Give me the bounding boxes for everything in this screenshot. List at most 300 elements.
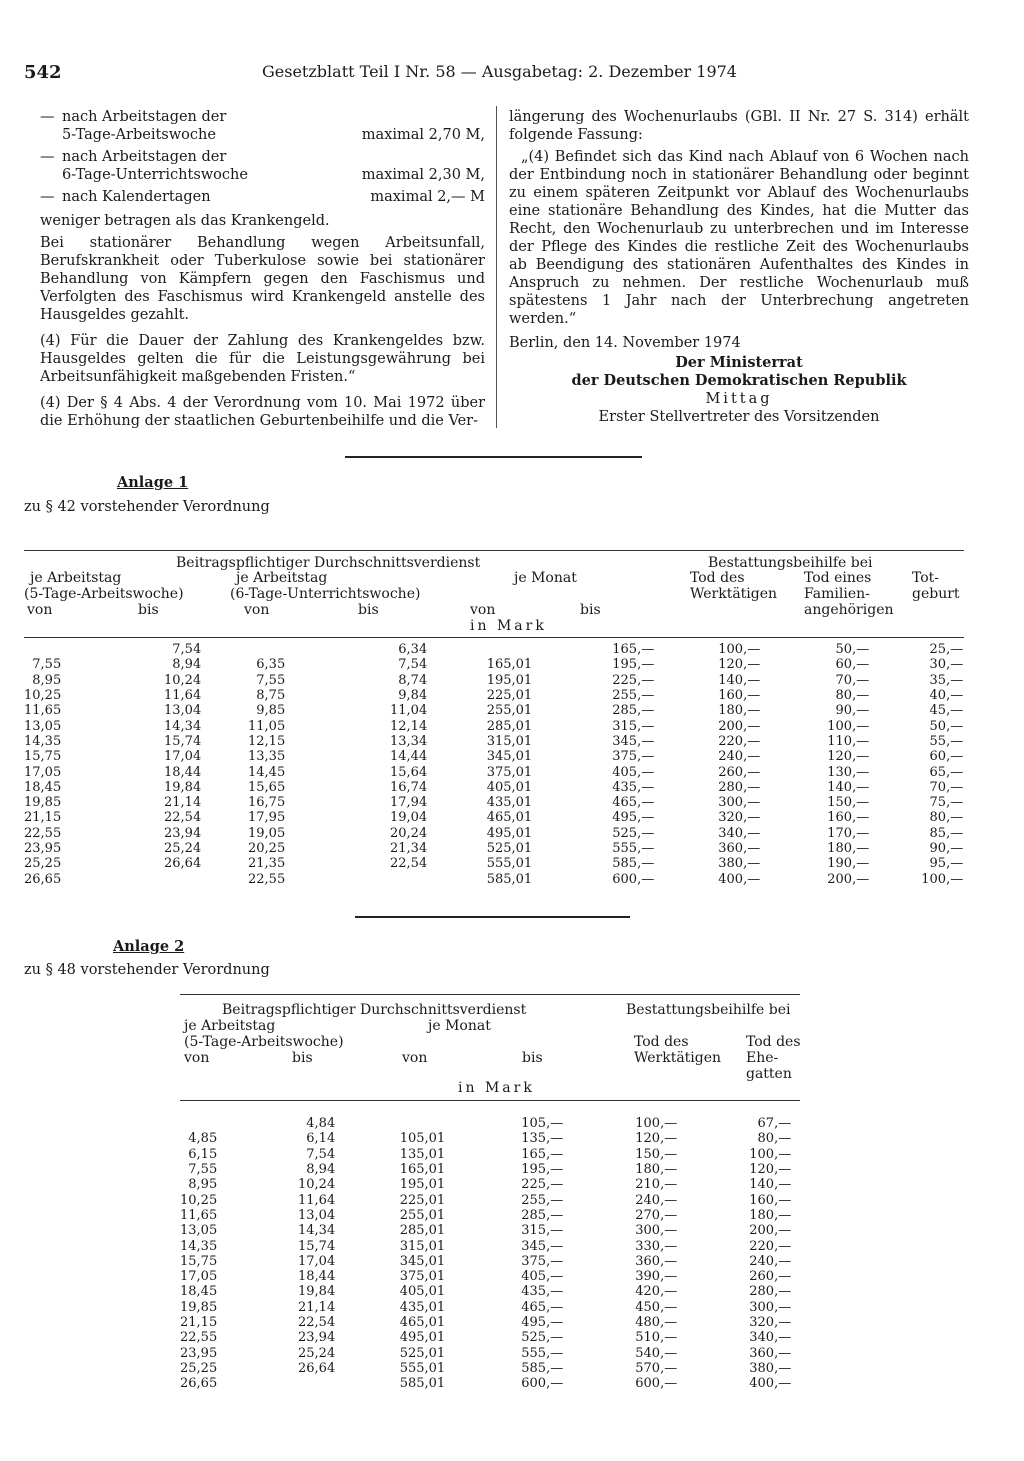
table-cell: 320,— [749,1315,792,1330]
list-item-line: nach Arbeitstagen der [62,149,227,165]
anlage2-subtitle: zu § 48 vorstehender Verordnung [24,962,270,978]
table-cell: 9,85 [256,703,286,719]
table-cell: 21,15 [180,1315,218,1330]
table-cell: 195,01 [486,672,533,688]
list-item-line: nach Kalendertagen [62,189,211,205]
t1-head-von: von [470,602,496,618]
t2-head-c1b: (5-Tage-Arbeitswoche) [184,1034,344,1050]
table-cell: 180,— [749,1207,792,1223]
t2-head-c3a: Tod des [634,1034,689,1050]
table-cell: 130,— [827,764,870,780]
t1-head-c4a: Tod des [690,570,745,586]
table-cell: 95,— [929,856,964,872]
table-cell: 225,— [612,672,655,688]
table-cell: 380,— [718,856,761,872]
table-cell: 525,— [521,1330,564,1346]
paragraph: „(4) Befindet sich das Kind nach Ablauf von 6 Wochen nach der Entbindung noch in stationärer Behandlung oder beginnt zu einem späteren Zeitpunkt vor Ablauf des Wochenurlaubs eine stationäre Behandlung des Kindes, hat die Mutter das Recht, den Wochenurlaub zu unterbrechen und im Interesse der Pflege des Kindes die restliche Zeit des Wochenurlaubs ab Beendigung des stationären Aufenthaltes des Kindes in Anspruch zu nehmen. Der restliche Wochenurlaub muß spätestens 1 Jahr nach der Unterbrechung angetreten werden.“ [509,149,969,327]
t1-head-von: von [27,602,53,618]
table-cell: 375,— [612,749,655,765]
table-row [180,1147,791,1162]
table-cell: 300,— [718,795,761,811]
table-cell: 20,24 [390,825,428,841]
page-header-title: Gesetzblatt Teil I Nr. 58 — Ausgabetag: 2. Dezember 1974 [262,62,737,81]
table-cell: 11,64 [164,688,202,704]
table-cell: 345,— [521,1238,564,1254]
table-cell: 60,— [835,657,870,673]
table-cell: 14,44 [390,749,428,765]
table-cell: 285,01 [486,718,533,734]
t2-head-bis: bis [522,1050,543,1066]
table-cell: 19,05 [248,825,286,841]
list-item-amount: maximal 2,— M [370,189,485,205]
table-row [24,795,963,810]
table-cell: 280,— [749,1284,792,1300]
table-cell: 15,75 [24,749,62,765]
t2-head-group1: Beitragspflichtiger Durchschnittsverdienst [222,1002,527,1018]
t2-head-von: von [402,1050,428,1066]
t2-head-c3b: Werktätigen [634,1050,722,1066]
table-cell: 495,— [521,1315,564,1330]
table-cell: 6,14 [306,1131,336,1147]
table-row [24,673,963,688]
table-cell: 180,— [718,703,761,719]
table-row [180,1223,791,1238]
table-cell: 240,— [718,749,761,765]
table-cell: 10,24 [298,1177,336,1193]
t2-head-c1: je Arbeitstag [184,1018,276,1034]
table-row [180,1376,791,1391]
table-cell: 4,85 [188,1131,218,1147]
table-cell: 22,54 [164,810,202,826]
t1-head-c1: je Arbeitstag [30,570,122,586]
t2-head-c4c: gatten [746,1066,792,1082]
table-cell: 60,— [929,749,964,765]
table-cell: 540,— [635,1345,678,1361]
table-cell: 23,94 [164,825,202,841]
table-cell: 50,— [929,718,964,734]
table-row [24,703,963,718]
t2-head-von: von [184,1050,210,1066]
table-cell: 9,84 [398,688,428,704]
t2-head-c2: je Monat [428,1018,491,1034]
table-cell: 190,— [827,856,870,872]
table-cell: 8,95 [188,1177,218,1193]
list-dash: — [40,109,55,125]
table-cell: 70,— [929,779,964,795]
table-cell: 14,34 [298,1223,336,1239]
table-cell [285,871,427,886]
t1-head-von: von [244,602,270,618]
table-cell: 90,— [835,703,870,719]
table-cell: 600,— [521,1376,564,1392]
table-cell: 435,— [521,1284,564,1300]
table-cell: 21,14 [298,1299,336,1315]
table-cell: 525,01 [486,841,533,856]
table-cell: 220,— [718,733,761,749]
t2-head-unit: in Mark [458,1080,535,1096]
table2-top-rule [180,994,800,995]
table-cell: 525,— [612,825,655,841]
table-cell: 140,— [718,672,761,688]
table-cell: 340,— [749,1330,792,1346]
table-row [180,1345,791,1360]
table-cell: 150,— [635,1146,678,1162]
table-cell: 8,75 [256,688,286,704]
table-row [24,642,963,657]
table-cell: 435,01 [399,1299,446,1315]
table-cell: 19,85 [24,795,62,811]
table-cell: 26,64 [298,1360,336,1376]
paragraph: (4) Für die Dauer der Zahlung des Krankengeldes bzw. Hausgeldes gelten die für die Leistungsgewährung bei Arbeitsunfähigkeit maßgebenden Fristen.“ [40,333,485,385]
table-cell: 160,— [749,1192,792,1208]
t1-head-c4b: Werktätigen [690,586,778,602]
table-cell: 320,— [718,810,761,826]
t2-head-c4a: Tod des [746,1034,801,1050]
table-cell: 6,15 [188,1146,218,1162]
table-cell: 90,— [929,841,964,856]
table-cell: 160,— [827,810,870,826]
table-cell: 400,— [718,871,761,887]
table-cell: 600,— [612,871,655,887]
paragraph: Bei stationärer Behandlung wegen Arbeitsunfall, Berufskrankheit oder Tuberkulose sowie bei stationärer Behandlung von Kämpfern gegen den Faschismus und Verfolgten des Faschismus wird Krankengeld anstelle des Hausgeldes gezahlt. [40,235,485,323]
table-cell: 160,— [718,688,761,704]
list-item-line: 5-Tage-Arbeitswoche [62,127,216,143]
table-cell: 280,— [718,779,761,795]
table-cell: 150,— [827,795,870,811]
table-cell: 13,34 [390,733,428,749]
table-cell: 180,— [635,1162,678,1178]
table-cell: 270,— [635,1207,678,1223]
table-cell: 220,— [749,1238,792,1254]
table-cell [217,1376,335,1391]
table-cell: 18,45 [24,779,62,795]
table-cell: 360,— [718,841,761,856]
table-cell: 330,— [635,1238,678,1254]
table-cell: 585,— [521,1360,564,1376]
table-cell: 405,01 [399,1284,446,1300]
table-cell: 105,— [521,1116,564,1132]
list-item-line: nach Arbeitstagen der [62,109,227,125]
table-cell: 260,— [749,1269,792,1285]
t1-head-c6a: Tot- [912,570,940,586]
table-cell: 465,— [521,1299,564,1315]
table-cell: 26,65 [24,871,62,887]
table-cell: 15,74 [298,1238,336,1254]
table-cell: 165,01 [399,1162,446,1178]
table-cell: 26,65 [180,1376,218,1392]
table-cell: 555,01 [399,1360,446,1376]
list-item-amount: maximal 2,70 M, [361,127,485,143]
table-row [180,1269,791,1284]
table-cell [61,871,201,886]
table-row [180,1131,791,1146]
table-cell [24,642,61,657]
anlage2-table [180,1116,791,1391]
table-cell: 140,— [749,1177,792,1193]
table-cell: 120,— [749,1162,792,1178]
table-cell: 405,01 [486,779,533,795]
table-cell: 480,— [635,1315,678,1330]
table-cell: 285,— [521,1207,564,1223]
list-item [40,188,485,206]
table-cell: 495,01 [399,1330,446,1346]
table-cell: 465,01 [486,810,533,826]
table-cell: 17,94 [390,795,428,811]
signature-body: der Deutschen Demokratischen Republik [571,372,907,389]
table-cell: 495,01 [486,825,533,841]
table-cell: 11,64 [298,1192,336,1208]
table-cell: 8,94 [306,1162,336,1178]
table-cell: 135,— [521,1131,564,1147]
table-cell: 200,— [749,1223,792,1239]
table-cell: 600,— [635,1376,678,1392]
t2-head-bis: bis [292,1050,313,1066]
list-dash: — [40,149,55,165]
table-cell: 40,— [929,688,964,704]
table-cell: 13,05 [24,718,62,734]
table-cell: 21,34 [390,841,428,856]
table-cell: 13,04 [164,703,202,719]
table-cell [201,642,285,657]
table-cell: 23,94 [298,1330,336,1346]
t1-head-c3: je Monat [514,570,577,586]
table-cell: 345,01 [399,1253,446,1269]
table-cell: 19,04 [390,810,428,826]
table-cell: 315,01 [486,733,533,749]
table-cell: 195,— [612,657,655,673]
table-cell: 7,54 [172,642,202,658]
table-cell: 50,— [835,642,870,658]
table-cell: 12,15 [248,733,286,749]
table-cell: 19,85 [180,1299,218,1315]
table-cell: 585,— [612,856,655,872]
t1-head-bis: bis [138,602,159,618]
table-cell: 10,25 [180,1192,218,1208]
table-cell: 255,— [612,688,655,704]
table-cell: 315,— [521,1223,564,1239]
table-cell: 100,— [718,642,761,658]
table-cell: 300,— [635,1223,678,1239]
t1-head-bis: bis [580,602,601,618]
paragraph: längerung des Wochenurlaubs (GBl. II Nr. 27 S. 314) erhält folgende Fassung: [509,109,969,143]
table-cell: 17,04 [298,1253,336,1269]
table-row [24,856,963,871]
table-cell: 285,— [612,703,655,719]
table-cell: 180,— [827,841,870,856]
table-cell: 100,— [827,718,870,734]
table-cell: 13,35 [248,749,286,765]
table1-top-rule [24,550,964,551]
table-cell: 165,— [521,1146,564,1162]
table-cell: 14,34 [164,718,202,734]
table-cell: 225,01 [486,688,533,704]
table-cell: 17,95 [248,810,286,826]
table-cell: 165,01 [486,657,533,673]
table-cell: 70,— [835,672,870,688]
table-cell: 7,55 [256,672,286,688]
table-cell: 555,— [521,1345,564,1361]
anlage2-title: Anlage 2 [113,938,185,955]
table-cell: 100,— [635,1116,678,1132]
table-cell: 435,— [612,779,655,795]
table-cell: 15,65 [248,779,286,795]
table-cell: 555,01 [486,856,533,872]
table-cell: 12,14 [390,718,428,734]
table-cell: 200,— [827,871,870,887]
table-cell: 240,— [749,1253,792,1269]
table-row [24,780,963,795]
section-rule [355,916,630,918]
table-cell [335,1116,445,1131]
table-cell: 165,— [612,642,655,658]
table-row [24,841,963,856]
t1-head-c1b: (5-Tage-Arbeitswoche) [24,586,184,602]
table-cell [180,1116,217,1131]
table-cell: 7,54 [306,1146,336,1162]
table-cell: 465,01 [399,1315,446,1330]
table-cell: 17,05 [180,1269,218,1285]
t1-head-group2: Bestattungsbeihilfe bei [708,555,873,571]
table-cell: 450,— [635,1299,678,1315]
table-cell: 22,55 [248,871,286,887]
signature-body: Der Ministerrat [675,354,803,371]
table-cell: 495,— [612,810,655,826]
table-cell: 80,— [929,810,964,826]
t1-head-bis: bis [358,602,379,618]
t1-head-c6b: geburt [912,586,960,602]
table-cell: 13,04 [298,1207,336,1223]
table-cell: 22,55 [180,1330,218,1346]
left-column [40,108,485,430]
right-column [509,108,969,426]
table-row [24,734,963,749]
table-cell: 555,— [612,841,655,856]
table-cell: 315,— [612,718,655,734]
table-cell: 21,35 [248,856,286,872]
table-cell: 400,— [749,1376,792,1392]
table-row [24,657,963,672]
table-cell: 10,25 [24,688,62,704]
table-cell: 35,— [929,672,964,688]
table-row [180,1284,791,1299]
table-row [180,1330,791,1345]
table-cell: 67,— [757,1116,792,1132]
t1-head-unit: in Mark [470,618,547,634]
table-cell: 21,14 [164,795,202,811]
table-cell: 6,34 [398,642,428,658]
t1-head-c5a: Tod eines [804,570,872,586]
table-cell: 21,15 [24,810,62,826]
date-line: Berlin, den 14. November 1974 [509,335,741,351]
table-cell: 405,— [612,764,655,780]
table-cell: 300,— [749,1299,792,1315]
table-row [180,1315,791,1330]
table-cell: 135,01 [399,1146,446,1162]
table-cell: 65,— [929,764,964,780]
table-cell: 360,— [635,1253,678,1269]
table-row [180,1162,791,1177]
table-cell: 8,94 [172,657,202,673]
t2-head-c4b: Ehe- [746,1050,779,1066]
table-cell: 25,24 [164,841,202,856]
table-cell: 8,74 [398,672,428,688]
table-cell: 17,05 [24,764,62,780]
table-cell: 23,95 [24,841,62,856]
table-row [24,810,963,825]
table-cell: 11,65 [24,703,62,719]
table-cell: 75,— [929,795,964,811]
t1-head-c2: je Arbeitstag [236,570,328,586]
page-number: 542 [24,62,62,83]
table-cell: 80,— [835,688,870,704]
table-cell: 420,— [635,1284,678,1300]
table-cell: 16,74 [390,779,428,795]
table-row [180,1361,791,1376]
table-cell: 85,— [929,825,964,841]
list-item [40,148,485,184]
t1-head-group1: Beitragspflichtiger Durchschnittsverdienst [176,555,481,571]
table-row [180,1116,791,1131]
table-cell: 210,— [635,1177,678,1193]
table-row [24,749,963,764]
table-cell: 16,75 [248,795,286,811]
signatory-name: Mittag [705,391,773,407]
table-cell: 22,55 [24,825,62,841]
table-cell: 570,— [635,1360,678,1376]
table-cell: 120,— [827,749,870,765]
table-cell: 11,04 [390,703,428,719]
table-cell: 80,— [757,1131,792,1147]
table-cell: 345,— [612,733,655,749]
paragraph: weniger betragen als das Krankengeld. [40,213,330,229]
table-cell: 140,— [827,779,870,795]
table-cell: 18,44 [298,1269,336,1285]
table-cell: 22,54 [390,856,428,872]
table-cell: 100,— [921,871,964,887]
table-row [24,688,963,703]
list-item-line: 6-Tage-Unterrichtswoche [62,167,248,183]
table-cell: 10,24 [164,672,202,688]
table-cell: 7,54 [398,657,428,673]
table-cell: 15,64 [390,764,428,780]
table-cell: 22,54 [298,1315,336,1330]
t2-head-group2: Bestattungsbeihilfe bei [626,1002,791,1018]
list-item-amount: maximal 2,30 M, [361,167,485,183]
table-cell: 255,01 [399,1207,446,1223]
table-cell: 120,— [718,657,761,673]
table-cell: 18,44 [164,764,202,780]
table-cell: 45,— [929,703,964,719]
table-cell: 375,01 [486,764,533,780]
table-cell: 465,— [612,795,655,811]
table-row [180,1177,791,1192]
table-cell: 405,— [521,1269,564,1285]
table-row [180,1254,791,1269]
table-cell: 20,25 [248,841,286,856]
table-cell: 6,35 [256,657,286,673]
table-cell: 13,05 [180,1223,218,1239]
table-cell: 105,01 [399,1131,446,1147]
table-cell: 4,84 [306,1116,336,1132]
table-cell: 225,01 [399,1192,446,1208]
table-cell: 7,55 [32,657,62,673]
section-rule [345,456,642,458]
table-row [180,1208,791,1223]
list-dash: — [40,189,55,205]
table-cell: 380,— [749,1360,792,1376]
table-cell: 23,95 [180,1345,218,1361]
table-cell: 19,84 [298,1284,336,1300]
